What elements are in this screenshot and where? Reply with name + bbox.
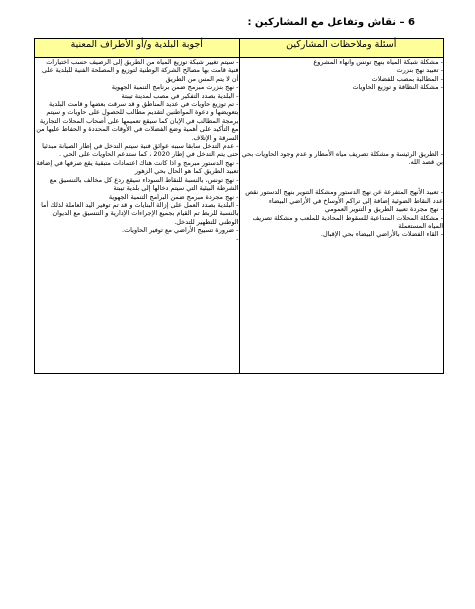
discussion-table: [34, 38, 444, 374]
question-item: - المطالبة بمصب للفضلات: [371, 74, 443, 83]
section-title: 6 – نقاش وتفاعل مع المشاركين :: [247, 17, 415, 28]
answer-item: - البلدية بصدد العمل على إزالة البنايات و قد تم توفير اليد العاملة لذلك أما بالنسبة للربط تم القيام بجميع الإجراءات الإدارية و التنسيق مع الديوان الوطني للتطهير للتدخل.: [41, 200, 239, 226]
question-item: - الطريق الرئيسة و مشكلة تصريف مياه الأمطار و عدم وجود الحاويات بحي بن قصد الله.: [241, 149, 443, 167]
answer-item: - نهج تونس، بالنسبة للنقاط السوداء سيقع ردع كل مخالف بالتنسيق مع الشرطة البيئية التي سيتم دخالها إلى بلدية تيبتة: [49, 175, 239, 193]
table-row: [35, 58, 444, 374]
answer-item: - سيتم تغيير شبكة توزيع المياه من الطريق إلى الرصيف حسب اختيارات فنية قامت بها مصالح الشركة الوطنية لتوزيع و المصلحة الفنية للبلدية على أن لا يتم المس من الطريق: [42, 58, 239, 83]
header-answers: أجوبة البلدية و/أو الأطراف المعنية: [35, 39, 240, 58]
answer-item: - نهج الدستور مبرمج و اذا كانت هناك اعتمادات متبقية يقع صرفها في إضافة تعبيد الطريق كما هو الحال بحي الزهور: [36, 158, 239, 176]
answer-item: - تم توزيع حاويات في عديد المناطق و قد سرقت بعضها و قامت البلدية بتعويضها و دعوة المواطنين لتقديم مطالب للحصول على حاويات و سيتم برمجة المطالب في الإبان كما سيقع تعميمها على أصحاب المحلات التجارية مع التأكيد على أهمية وضع الفضلات في الأوقات المحددة و الحفاظ عليها من السرقة و الإتلاف.: [36, 100, 239, 142]
answer-item: - نهج بنزرت مبرمج ضمن برنامج التنمية الجهوية: [111, 83, 239, 92]
answer-item: - ضرورة تسييج الأراضي مع توفير الحاويات.: [122, 226, 239, 235]
question-item: - مشكلة المحلات المتداعية للسقوط المحاذية للملعب و مشكلة تصريف المياه المستعملة: [252, 213, 443, 231]
questions-cell: [239, 58, 444, 374]
answer-item: - نهج مجردة مبرمج ضمن البرامج التنمية الجهوية: [108, 192, 239, 201]
question-item: - مشكلة النظافة و توزيع الحاويات: [352, 83, 443, 92]
header-questions: أسئلة وملاحظات المشاركين: [239, 39, 444, 58]
answer-item: - البلدية بصدد التفكير في مصب لمدينة تيبتة: [121, 91, 239, 100]
question-item: - نهج مجردة تعبيد الطريق و التنوير العمومي: [324, 205, 443, 214]
answers-cell: [35, 58, 240, 374]
question-item: - القاء الفضلات بالأراضي البيضاء بحي الإقبال.: [320, 230, 443, 239]
question-item: - تعبيد نهج بنزرت: [396, 66, 443, 75]
question-item: - مشكلة شبكة المياه بنهج تونس وانهاء المشروع: [313, 58, 443, 66]
table-header-row: [35, 39, 444, 58]
answer-item: -: [236, 234, 239, 243]
answer-item: - عدم التدخل سابقا سببه عوائق فنية سيتم التدخل في إطار الصيانة مبدئيا حتى يتم التدخل في إطار 2020 ، كما ستدعم الحاويات على الحي .: [42, 142, 239, 159]
question-item: - تعبيد الأنهج المتفرعة عن نهج الدستور ومشكلة التنوير بنهج الدستور نقص عدد النقاط الضوئية إضافة إلى تراكم الأوساخ في الأراضي البيضاء: [245, 188, 443, 205]
